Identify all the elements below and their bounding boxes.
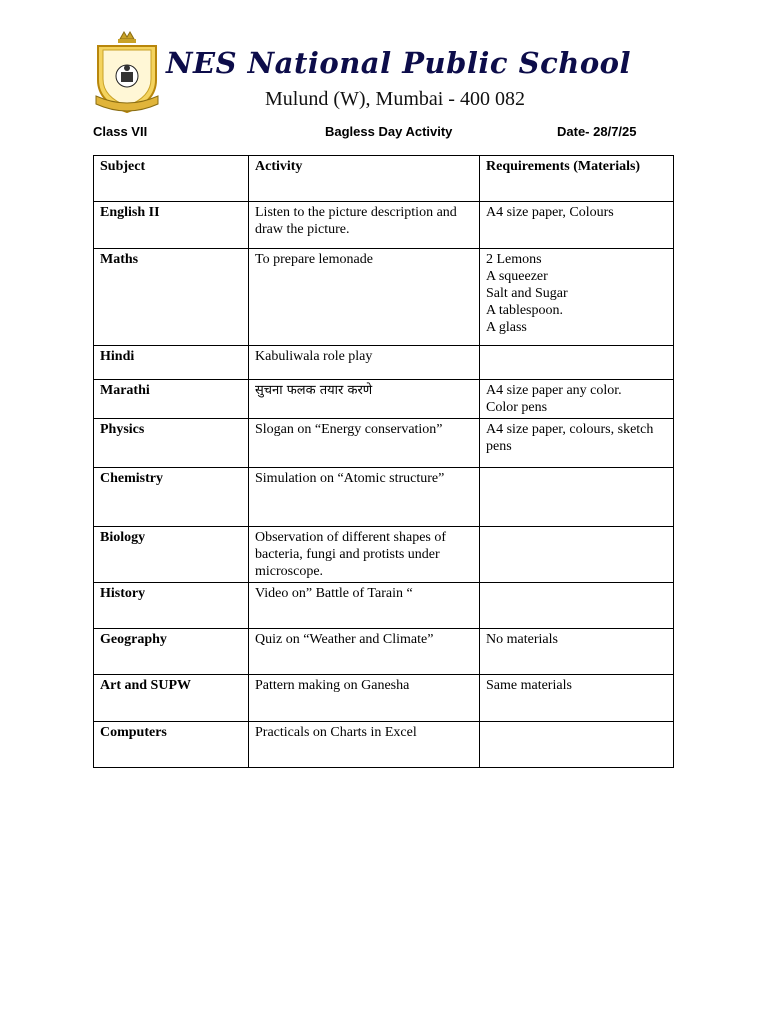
requirement-item: Same materials [486, 678, 572, 693]
requirement-item: A squeezer [486, 269, 548, 284]
table-header-row [94, 156, 674, 202]
table-row [94, 346, 674, 380]
cell-subject: History [94, 583, 249, 629]
table-row [94, 468, 674, 527]
cell-subject: English II [94, 202, 249, 249]
table-row [94, 629, 674, 675]
requirement-item: Color pens [486, 400, 548, 415]
table-row [94, 249, 674, 346]
table-row [94, 722, 674, 768]
cell-requirements [480, 380, 674, 419]
cell-activity: Simulation on “Atomic structure” [249, 468, 480, 527]
cell-subject: Computers [94, 722, 249, 768]
school-name: NES National Public School [166, 46, 632, 80]
table-row [94, 527, 674, 583]
requirement-item: A tablespoon. [486, 303, 563, 318]
requirement-item: A4 size paper, Colours [486, 205, 614, 220]
requirement-item: 2 Lemons [486, 252, 542, 267]
column-header-subject: Subject [94, 156, 249, 202]
cell-subject: Chemistry [94, 468, 249, 527]
requirement-item: A4 size paper, colours, sketch pens [486, 422, 654, 454]
cell-requirements [480, 675, 674, 722]
cell-requirements [480, 722, 674, 768]
requirement-item: Salt and Sugar [486, 286, 568, 301]
cell-activity: Quiz on “Weather and Climate” [249, 629, 480, 675]
cell-requirements [480, 468, 674, 527]
cell-activity: Kabuliwala role play [249, 346, 480, 380]
cell-subject: Physics [94, 419, 249, 468]
cell-requirements [480, 419, 674, 468]
cell-activity: Pattern making on Ganesha [249, 675, 480, 722]
requirement-item: A glass [486, 320, 527, 335]
cell-subject: Hindi [94, 346, 249, 380]
cell-subject: Geography [94, 629, 249, 675]
table-row [94, 380, 674, 419]
cell-activity: Slogan on “Energy conservation” [249, 419, 480, 468]
cell-activity: Video on” Battle of Tarain “ [249, 583, 480, 629]
cell-requirements [480, 583, 674, 629]
school-address: Mulund (W), Mumbai - 400 082 [265, 88, 525, 110]
school-crest-logo [92, 30, 162, 116]
cell-requirements [480, 346, 674, 380]
class-label: Class VII [93, 124, 148, 139]
cell-subject: Maths [94, 249, 249, 346]
document-title: Bagless Day Activity [325, 124, 453, 139]
requirement-item: No materials [486, 632, 558, 647]
cell-activity: सुचना फलक तयार करणे [249, 380, 480, 419]
cell-requirements [480, 629, 674, 675]
cell-activity: Listen to the picture description and draw the picture. [249, 202, 480, 249]
letterhead [90, 28, 690, 120]
document-date: Date- 28/7/25 [557, 124, 637, 139]
table-row [94, 675, 674, 722]
activity-table [93, 155, 674, 768]
column-header-requirements: Requirements (Materials) [480, 156, 674, 202]
cell-requirements [480, 249, 674, 346]
cell-activity: To prepare lemonade [249, 249, 480, 346]
cell-subject: Marathi [94, 380, 249, 419]
table-row [94, 202, 674, 249]
cell-activity: Observation of different shapes of bacteria, fungi and protists under microscope. [249, 527, 480, 583]
table-row [94, 419, 674, 468]
column-header-activity: Activity [249, 156, 480, 202]
cell-activity: Practicals on Charts in Excel [249, 722, 480, 768]
cell-requirements [480, 527, 674, 583]
table-row [94, 583, 674, 629]
requirement-item: A4 size paper any color. [486, 383, 622, 398]
cell-requirements [480, 202, 674, 249]
cell-subject: Biology [94, 527, 249, 583]
cell-subject: Art and SUPW [94, 675, 249, 722]
